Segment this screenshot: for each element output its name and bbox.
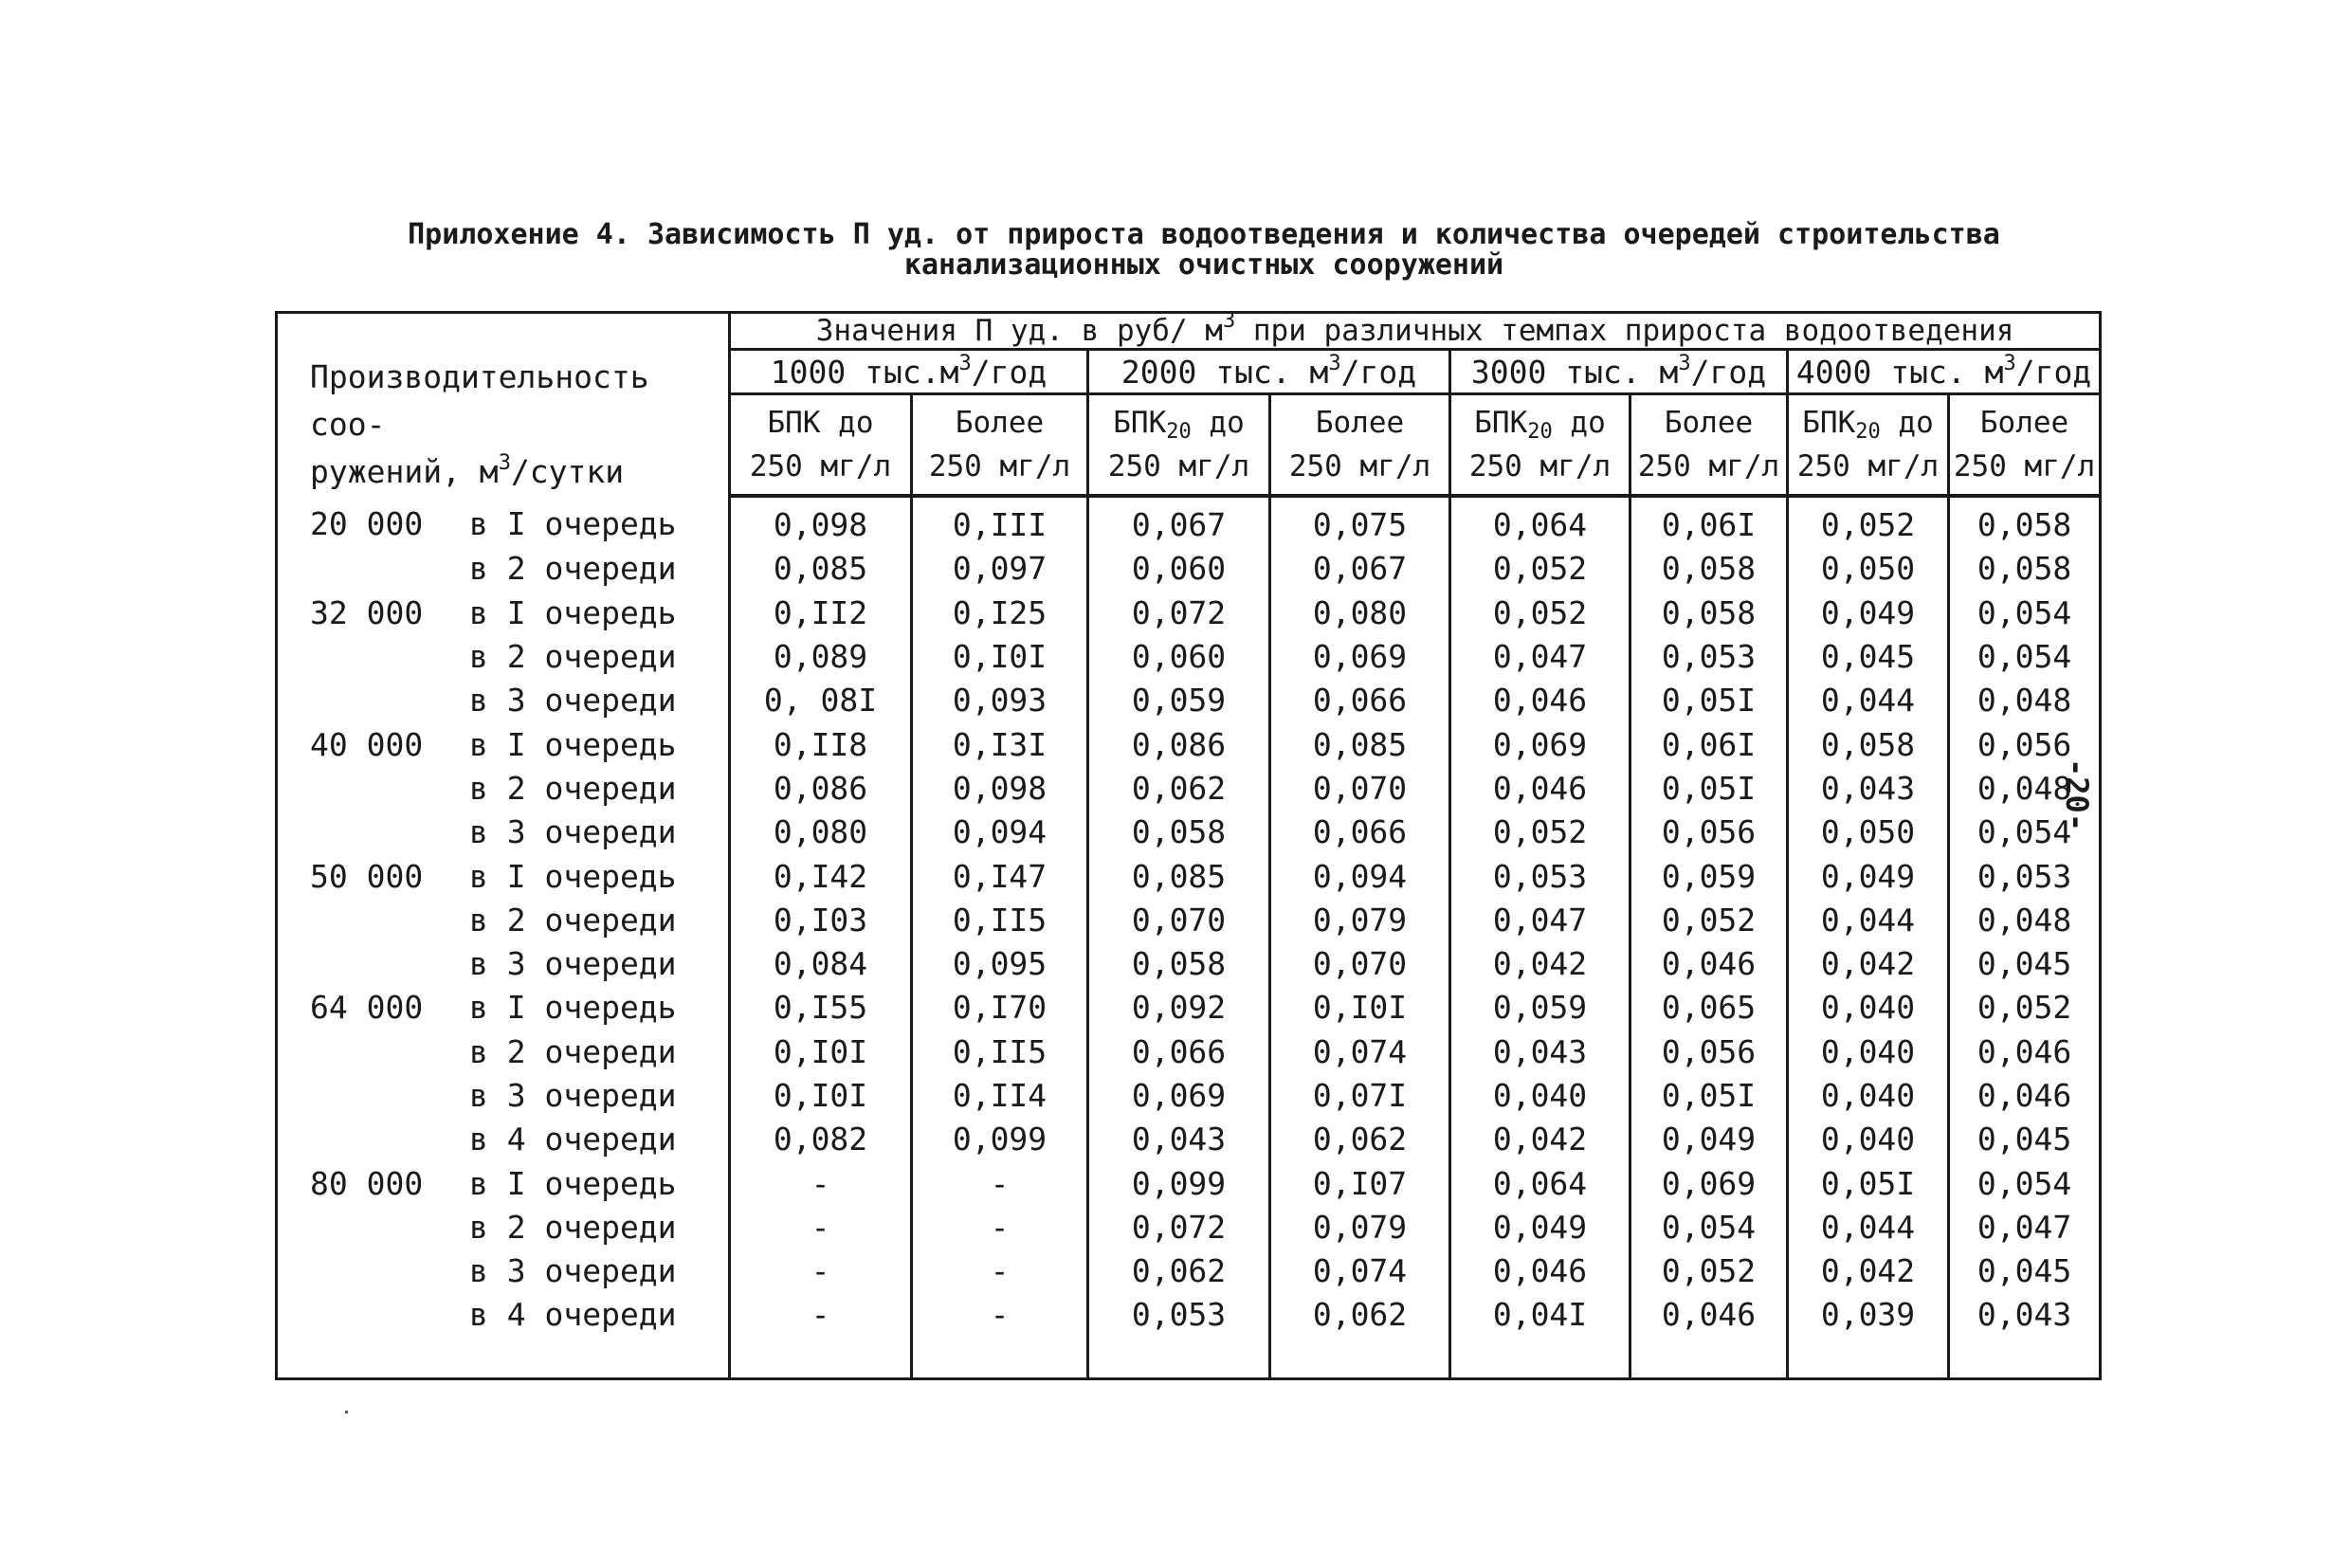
rate-header-sup: 3 <box>1328 351 1341 375</box>
value-cell: 0,079 <box>1270 899 1450 942</box>
value-cell: 0,062 <box>1270 1118 1450 1161</box>
value-cell: 0,043 <box>1450 1030 1630 1074</box>
value-cell: 0,044 <box>1788 899 1949 942</box>
value-cell: 0,040 <box>1788 986 1949 1030</box>
value-cell: 0,056 <box>1949 722 2101 766</box>
value-cell: 0,046 <box>1450 767 1630 811</box>
rate-header-post: /год <box>1340 353 1417 391</box>
table-row <box>277 1293 2101 1378</box>
value-cell: 0,05I <box>1630 679 1788 722</box>
rate-header <box>1788 350 2101 394</box>
value-cell: 0,069 <box>1088 1074 1270 1118</box>
value-cell: - <box>730 1249 912 1293</box>
value-cell: 0,058 <box>1088 811 1270 854</box>
value-cell: 0,054 <box>1949 592 2101 635</box>
value-cell: 0,III <box>912 496 1088 547</box>
capacity-cell <box>277 1293 730 1378</box>
value-cell: 0,052 <box>1949 986 2101 1030</box>
table-row <box>277 547 2101 591</box>
value-cell: 0,098 <box>912 767 1088 811</box>
capacity-cell <box>277 1030 730 1074</box>
table-row <box>277 811 2101 854</box>
rate-header-post: /год <box>971 353 1047 391</box>
value-cell: 0,046 <box>1949 1030 2101 1074</box>
phase-label: в 3 очереди <box>469 813 677 851</box>
caption-line-2: канализационных очистных сооружений <box>903 248 1504 282</box>
table-row <box>277 1118 2101 1161</box>
capacity-value: 50 000 <box>310 857 424 895</box>
capacity-cell <box>277 942 730 986</box>
bod-subheader <box>1270 394 1450 497</box>
value-cell: 0,046 <box>1450 679 1630 722</box>
bod-subheader <box>1949 394 2101 497</box>
value-cell: - <box>912 1249 1088 1293</box>
subheader-limit: 250 мг/л <box>1637 449 1780 483</box>
group-header-pre: Значения П уд. в руб/ м <box>815 314 1223 348</box>
value-cell: 0,047 <box>1450 899 1630 942</box>
rate-header <box>730 350 1088 394</box>
value-cell: 0,082 <box>730 1118 912 1161</box>
value-cell: - <box>912 1161 1088 1205</box>
subheader-subscript: 20 <box>1166 420 1192 444</box>
capacity-cell <box>277 854 730 898</box>
value-cell: 0,053 <box>1630 635 1788 679</box>
table-row <box>277 942 2101 986</box>
value-cell: 0,072 <box>1088 1206 1270 1249</box>
table-row <box>277 679 2101 722</box>
table-row <box>277 986 2101 1030</box>
capacity-cell <box>277 679 730 722</box>
subheader-limit: 250 мг/л <box>928 449 1071 483</box>
value-cell: 0,089 <box>730 635 912 679</box>
subheader-subscript: 20 <box>1855 420 1881 444</box>
capacity-column-header <box>277 313 730 497</box>
phase-label: в 3 очереди <box>469 1252 677 1290</box>
table-row <box>277 592 2101 635</box>
value-cell: 0,060 <box>1088 547 1270 591</box>
value-cell: 0,062 <box>1270 1293 1450 1378</box>
value-cell: 0,04I <box>1450 1293 1630 1378</box>
value-cell: 0,043 <box>1788 767 1949 811</box>
phase-label: в I очередь <box>469 989 677 1027</box>
value-cell: 0,065 <box>1630 986 1788 1030</box>
value-cell: 0,069 <box>1270 635 1450 679</box>
value-cell: 0,I0I <box>730 1074 912 1118</box>
capacity-header-line-2: ружений, м <box>310 453 499 490</box>
capacity-cell <box>277 1118 730 1161</box>
value-cell: 0,044 <box>1788 679 1949 722</box>
value-cell: 0,052 <box>1630 899 1788 942</box>
capacity-cell <box>277 899 730 942</box>
value-cell: 0,044 <box>1788 1206 1949 1249</box>
value-cell: 0,069 <box>1630 1161 1788 1205</box>
group-header <box>730 309 2101 350</box>
value-cell: 0,05I <box>1630 767 1788 811</box>
subheader-limit: 250 мг/л <box>1107 449 1250 483</box>
value-cell: 0,058 <box>1949 496 2101 547</box>
value-cell: 0,094 <box>912 811 1088 854</box>
value-cell: 0,086 <box>1088 722 1270 766</box>
subheader-limit: 250 мг/л <box>1288 449 1431 483</box>
subheader-suffix: до <box>1552 406 1606 440</box>
value-cell: 0,053 <box>1088 1293 1270 1378</box>
group-header-sup: 3 <box>1222 309 1236 333</box>
phase-label: в 2 очереди <box>469 901 677 939</box>
page-number: -20- <box>2059 758 2095 832</box>
value-cell: 0,II5 <box>912 899 1088 942</box>
subheader-label: Более <box>1979 406 2069 440</box>
value-cell: 0,I03 <box>730 899 912 942</box>
capacity-cell <box>277 496 730 547</box>
capacity-cell <box>277 1206 730 1249</box>
value-cell: 0,043 <box>1088 1118 1270 1161</box>
value-cell: 0,066 <box>1088 1030 1270 1074</box>
phase-label: в I очередь <box>469 505 677 543</box>
value-cell: 0,054 <box>1949 1161 2101 1205</box>
value-cell: 0,039 <box>1788 1293 1949 1378</box>
value-cell: 0,052 <box>1788 496 1949 547</box>
caption-line-1: Прилохение 4. Зависимость П уд. от прироста водоотведения и количества очередей строительства <box>408 218 2000 251</box>
table-row <box>277 854 2101 898</box>
capacity-header-line-1: Производительность соо- <box>310 358 649 443</box>
value-cell: 0,095 <box>912 942 1088 986</box>
value-cell: 0,046 <box>1630 942 1788 986</box>
value-cell: 0,074 <box>1270 1249 1450 1293</box>
value-cell: 0,I47 <box>912 854 1088 898</box>
value-cell: 0,060 <box>1088 635 1270 679</box>
value-cell: 0,042 <box>1450 1118 1630 1161</box>
value-cell: 0,05I <box>1630 1074 1788 1118</box>
value-cell: 0,045 <box>1949 942 2101 986</box>
table-caption <box>351 220 2057 281</box>
rate-header-pre: 3000 тыс. м <box>1470 353 1679 391</box>
value-cell: 0,042 <box>1450 942 1630 986</box>
value-cell: 0,052 <box>1450 547 1630 591</box>
table-row <box>277 1161 2101 1205</box>
data-table <box>275 311 2102 1380</box>
value-cell: 0,080 <box>730 811 912 854</box>
value-cell: 0,099 <box>912 1118 1088 1161</box>
value-cell: 0,II4 <box>912 1074 1088 1118</box>
capacity-header-sup: 3 <box>498 451 511 475</box>
subheader-label: Более <box>955 406 1045 440</box>
subheader-suffix: до <box>820 406 874 440</box>
value-cell: 0,I0I <box>1270 986 1450 1030</box>
value-cell: 0,054 <box>1949 635 2101 679</box>
value-cell: 0,085 <box>730 547 912 591</box>
value-cell: 0,048 <box>1949 899 2101 942</box>
value-cell: 0,059 <box>1088 679 1270 722</box>
value-cell: 0,048 <box>1949 767 2101 811</box>
bod-subheader <box>1788 394 1949 497</box>
value-cell: 0,058 <box>1949 547 2101 591</box>
scan-speck <box>345 1411 348 1413</box>
subheader-suffix: до <box>1880 406 1934 440</box>
value-cell: 0,054 <box>1949 811 2101 854</box>
value-cell: 0,099 <box>1088 1161 1270 1205</box>
group-header-post: при различных темпах прироста водоотведения <box>1235 314 2014 348</box>
value-cell: 0,053 <box>1450 854 1630 898</box>
value-cell: - <box>912 1206 1088 1249</box>
bod-subheader <box>1088 394 1270 497</box>
value-cell: 0,084 <box>730 942 912 986</box>
value-cell: 0,046 <box>1630 1293 1788 1378</box>
value-cell: 0,058 <box>1788 722 1949 766</box>
capacity-header-tail: /сутки <box>510 453 625 490</box>
value-cell: 0,053 <box>1949 854 2101 898</box>
value-cell: 0,066 <box>1270 811 1450 854</box>
value-cell: 0,086 <box>730 767 912 811</box>
value-cell: 0,080 <box>1270 592 1450 635</box>
value-cell: 0,042 <box>1788 942 1949 986</box>
bod-subheader <box>730 394 912 497</box>
value-cell: 0,085 <box>1088 854 1270 898</box>
rate-header-pre: 2000 тыс. м <box>1120 353 1329 391</box>
capacity-cell <box>277 635 730 679</box>
capacity-cell <box>277 1249 730 1293</box>
value-cell: 0,040 <box>1450 1074 1630 1118</box>
subheader-label: БПК <box>1113 406 1167 440</box>
value-cell: 0,048 <box>1949 679 2101 722</box>
value-cell: 0,I0I <box>912 635 1088 679</box>
capacity-cell <box>277 1161 730 1205</box>
value-cell: 0,046 <box>1450 1249 1630 1293</box>
value-cell: 0,I70 <box>912 986 1088 1030</box>
subheader-limit: 250 мг/л <box>1468 449 1612 483</box>
value-cell: 0,097 <box>912 547 1088 591</box>
subheader-limit: 250 мг/л <box>1796 449 1940 483</box>
value-cell: 0,052 <box>1450 592 1630 635</box>
rate-header-sup: 3 <box>2003 351 2016 375</box>
rate-header <box>1450 350 1788 394</box>
value-cell: 0,093 <box>912 679 1088 722</box>
subheader-label: Более <box>1315 406 1405 440</box>
value-cell: 0,062 <box>1088 1249 1270 1293</box>
value-cell: 0,079 <box>1270 1206 1450 1249</box>
table-row <box>277 722 2101 766</box>
value-cell: 0,049 <box>1788 592 1949 635</box>
value-cell: 0,058 <box>1630 547 1788 591</box>
phase-label: в 3 очереди <box>469 945 677 983</box>
bod-subheader <box>912 394 1088 497</box>
rate-header-pre: 1000 тыс.м <box>770 353 959 391</box>
phase-label: в 4 очереди <box>469 1296 677 1334</box>
value-cell: 0,050 <box>1788 811 1949 854</box>
value-cell: 0,I55 <box>730 986 912 1030</box>
table-row <box>277 496 2101 547</box>
table-row <box>277 899 2101 942</box>
subheader-label: БПК <box>1802 406 1856 440</box>
value-cell: 0,045 <box>1949 1249 2101 1293</box>
value-cell: 0,I25 <box>912 592 1088 635</box>
value-cell: 0,07I <box>1270 1074 1450 1118</box>
value-cell: 0,052 <box>1630 1249 1788 1293</box>
value-cell: 0,040 <box>1788 1030 1949 1074</box>
value-cell: 0,II8 <box>730 722 912 766</box>
rate-header-post: /год <box>1690 353 1767 391</box>
value-cell: 0,049 <box>1788 854 1949 898</box>
value-cell: 0,059 <box>1450 986 1630 1030</box>
value-cell: 0,092 <box>1088 986 1270 1030</box>
subheader-subscript: 20 <box>1527 420 1553 444</box>
value-cell: 0,074 <box>1270 1030 1450 1074</box>
value-cell: 0,05I <box>1788 1161 1949 1205</box>
bod-subheader <box>1630 394 1788 497</box>
phase-label: в I очередь <box>469 725 677 763</box>
value-cell: - <box>730 1206 912 1249</box>
value-cell: 0,098 <box>730 496 912 547</box>
capacity-cell <box>277 547 730 591</box>
value-cell: 0,064 <box>1450 1161 1630 1205</box>
capacity-cell <box>277 1074 730 1118</box>
value-cell: 0,II5 <box>912 1030 1088 1074</box>
value-cell: 0,066 <box>1270 679 1450 722</box>
value-cell: 0,054 <box>1630 1206 1788 1249</box>
subheader-limit: 250 мг/л <box>1953 449 2096 483</box>
value-cell: 0,040 <box>1788 1074 1949 1118</box>
value-cell: 0,070 <box>1088 899 1270 942</box>
capacity-cell <box>277 722 730 766</box>
table-row <box>277 1030 2101 1074</box>
value-cell: 0,I0I <box>730 1030 912 1074</box>
value-cell: 0,049 <box>1450 1206 1630 1249</box>
value-cell: 0,045 <box>1949 1118 2101 1161</box>
capacity-cell <box>277 767 730 811</box>
phase-label: в 2 очереди <box>469 550 677 588</box>
phase-label: в 2 очереди <box>469 769 677 807</box>
table-row <box>277 635 2101 679</box>
phase-label: в 2 очереди <box>469 1208 677 1246</box>
phase-label: в 2 очереди <box>469 638 677 676</box>
phase-label: в I очередь <box>469 857 677 895</box>
value-cell: 0,047 <box>1949 1206 2101 1249</box>
value-cell: 0,058 <box>1088 942 1270 986</box>
subheader-label: БПК <box>767 406 821 440</box>
table-row <box>277 1249 2101 1293</box>
value-cell: - <box>730 1161 912 1205</box>
phase-label: в 3 очереди <box>469 682 677 720</box>
phase-label: в 4 очереди <box>469 1121 677 1158</box>
rate-header <box>1088 350 1450 394</box>
subheader-label: БПК <box>1474 406 1528 440</box>
value-cell: 0,062 <box>1088 767 1270 811</box>
value-cell: 0,049 <box>1630 1118 1788 1161</box>
value-cell: 0, 08I <box>730 679 912 722</box>
capacity-cell <box>277 592 730 635</box>
rate-header-sup: 3 <box>1678 351 1691 375</box>
table-row <box>277 767 2101 811</box>
value-cell: 0,06I <box>1630 496 1788 547</box>
value-cell: 0,I07 <box>1270 1161 1450 1205</box>
rate-header-post: /год <box>2015 353 2092 391</box>
capacity-value: 32 000 <box>310 593 424 631</box>
value-cell: 0,064 <box>1450 496 1630 547</box>
value-cell: 0,06I <box>1630 722 1788 766</box>
value-cell: 0,067 <box>1088 496 1270 547</box>
value-cell: 0,075 <box>1270 496 1450 547</box>
capacity-value: 40 000 <box>310 725 424 763</box>
value-cell: 0,052 <box>1450 811 1630 854</box>
value-cell: 0,II2 <box>730 592 912 635</box>
value-cell: 0,072 <box>1088 592 1270 635</box>
value-cell: 0,I3I <box>912 722 1088 766</box>
value-cell: - <box>730 1293 912 1378</box>
value-cell: 0,058 <box>1630 592 1788 635</box>
value-cell: 0,070 <box>1270 767 1450 811</box>
value-cell: 0,094 <box>1270 854 1450 898</box>
phase-label: в I очередь <box>469 593 677 631</box>
capacity-value: 20 000 <box>310 505 424 543</box>
subheader-suffix: до <box>1191 406 1245 440</box>
value-cell: 0,I42 <box>730 854 912 898</box>
value-cell: 0,056 <box>1630 1030 1788 1074</box>
capacity-value: 80 000 <box>310 1164 424 1202</box>
capacity-cell <box>277 811 730 854</box>
bod-subheader <box>1450 394 1630 497</box>
value-cell: 0,042 <box>1788 1249 1949 1293</box>
value-cell: 0,069 <box>1450 722 1630 766</box>
value-cell: 0,056 <box>1630 811 1788 854</box>
subheader-label: Более <box>1664 406 1754 440</box>
rate-header-pre: 4000 тыс. м <box>1795 353 2004 391</box>
table-row <box>277 1206 2101 1249</box>
phase-label: в I очередь <box>469 1164 677 1202</box>
value-cell: 0,085 <box>1270 722 1450 766</box>
subheader-limit: 250 мг/л <box>749 449 892 483</box>
phase-label: в 3 очереди <box>469 1077 677 1114</box>
rate-header-sup: 3 <box>958 351 972 375</box>
value-cell: 0,045 <box>1788 635 1949 679</box>
value-cell: 0,070 <box>1270 942 1450 986</box>
table-row <box>277 1074 2101 1118</box>
capacity-value: 64 000 <box>310 989 424 1027</box>
value-cell: 0,046 <box>1949 1074 2101 1118</box>
value-cell: 0,047 <box>1450 635 1630 679</box>
value-cell: - <box>912 1293 1088 1378</box>
value-cell: 0,040 <box>1788 1118 1949 1161</box>
capacity-cell <box>277 986 730 1030</box>
value-cell: 0,067 <box>1270 547 1450 591</box>
phase-label: в 2 очереди <box>469 1032 677 1070</box>
value-cell: 0,050 <box>1788 547 1949 591</box>
value-cell: 0,043 <box>1949 1293 2101 1378</box>
value-cell: 0,059 <box>1630 854 1788 898</box>
